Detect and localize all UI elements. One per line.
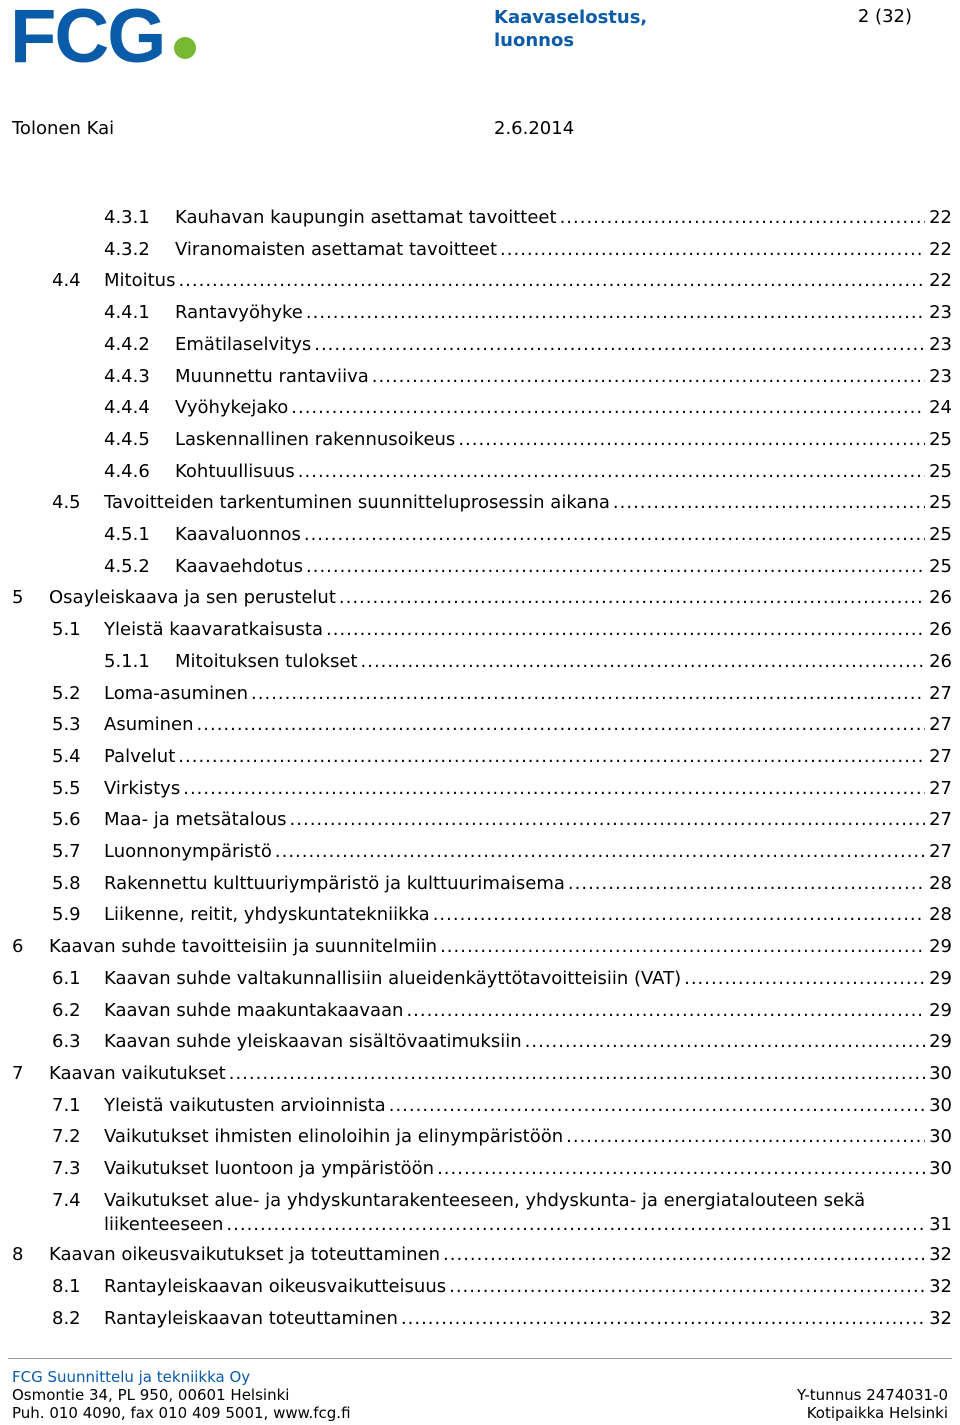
toc-page-number: 30 [929,1062,952,1084]
toc-entry[interactable] [0,967,960,991]
toc-leader-dots [291,396,925,420]
toc-number: 5.1 [52,619,81,641]
toc-page-number: 23 [929,333,952,355]
toc-entry[interactable] [0,618,960,642]
toc-title: Rakennettu kulttuuriympäristö ja kulttuurimaisema [104,872,565,894]
toc-number: 5.1.1 [104,650,150,672]
toc-line [104,1030,952,1054]
toc-line [175,523,952,547]
toc-page-number: 25 [929,460,952,482]
toc-title: Vyöhykejako [175,397,289,419]
toc-number: 5.9 [52,904,81,926]
toc-number: 4.4.6 [104,460,150,482]
toc-leader-dots [389,1094,925,1118]
toc-page-number: 30 [929,1094,952,1116]
toc-entry[interactable] [0,365,960,389]
toc-number: 7.1 [52,1094,81,1116]
toc-leader-dots [613,491,925,515]
toc-title: Rantayleiskaavan toteuttaminen [104,1307,398,1329]
toc-entry[interactable] [0,935,960,959]
toc-leader-dots [433,903,925,927]
toc-leader-dots [458,428,925,452]
toc-line [104,1275,952,1299]
toc-line [104,1125,952,1149]
toc-title: Mitoituksen tulokset [175,650,358,672]
toc-leader-dots [183,777,925,801]
footer-company: FCG Suunnittelu ja tekniikka Oy [12,1368,251,1386]
toc-page-number: 27 [929,682,952,704]
toc-page-number: 26 [929,587,952,609]
toc-number: 5.6 [52,809,81,831]
toc-leader-dots [275,840,925,864]
toc-title: Kohtuullisuus [175,460,295,482]
toc-page-number: 24 [929,397,952,419]
toc-page-number: 22 [929,270,952,292]
toc-line [104,618,952,642]
toc-leader-dots [298,460,925,484]
document-title-line2: luonnos [494,30,575,51]
toc-page-number: 29 [929,967,952,989]
toc-title: Kaavan suhde valtakunnallisiin alueidenkäyttötavoitteisiin (VAT) [104,967,682,989]
toc-number: 4.5 [52,492,81,514]
toc-entry[interactable] [0,555,960,579]
toc-number: 5.7 [52,841,81,862]
toc-page-number: 27 [929,714,952,736]
toc-number: 5.5 [52,777,81,799]
toc-leader-dots [566,1125,925,1149]
document-date: 2.6.2014 [494,118,575,139]
toc-number: 5.3 [52,714,81,736]
toc-line [175,650,952,674]
toc-title: Asuminen [104,714,194,736]
toc-entry[interactable] [0,1157,960,1181]
toc-page-number: 29 [929,999,952,1021]
toc-leader-dots [226,1213,925,1237]
toc-line [175,301,952,325]
toc-line [49,1243,952,1267]
toc-page-number: 25 [929,524,952,545]
page-number: 2 (32) [857,6,912,27]
toc-page-number: 25 [929,428,952,450]
fcg-logo [10,2,200,68]
toc-page-number: 26 [929,619,952,641]
footer-left [12,1368,351,1422]
toc-line [104,745,952,769]
toc-page-number: 29 [929,936,952,958]
toc-page-number: 27 [929,777,952,799]
toc-title: Luonnonympäristö [104,841,272,862]
logo-dot [174,37,196,59]
toc-leader-dots [197,713,926,737]
toc-title: Kaavaehdotus [175,555,303,577]
toc-entry[interactable] [0,999,960,1023]
toc-entry[interactable] [0,301,960,325]
toc-leader-dots [406,999,925,1023]
toc-number: 4.4.3 [104,365,150,387]
toc-entry[interactable] [0,238,960,262]
toc-line [104,1094,952,1118]
toc-number: 7.2 [52,1126,81,1148]
toc-number: 7 [12,1062,24,1084]
toc-page-number: 28 [929,904,952,926]
toc-line [49,1062,952,1086]
toc-leader-dots [306,301,925,325]
toc-page-number: 27 [929,809,952,831]
toc-title: Laskennallinen rakennusoikeus [175,428,456,450]
toc-entry[interactable] [0,1125,960,1149]
toc-number: 4.5.2 [104,555,150,577]
toc-title: Mitoitus [104,270,176,292]
toc-title: Maa- ja metsätalous [104,809,287,831]
toc-title: liikenteeseen [104,1213,224,1235]
toc-leader-dots [304,523,925,547]
toc-leader-dots [568,872,925,896]
toc-title: Kaavan suhde maakuntakaavaan [104,999,404,1021]
toc-title-line1: Vaikutukset alue- ja yhdyskuntarakenteeseen, yhdyskunta- ja energiatalouteen sekä [104,1189,866,1211]
toc-leader-dots [306,555,925,579]
toc-title: Emätilaselvitys [175,333,312,355]
toc-page-number: 32 [929,1244,952,1266]
toc-entry[interactable] [0,1189,960,1237]
toc-title: Vaikutukset luontoon ja ympäristöön [104,1158,435,1179]
toc-title: Kauhavan kaupungin asettamat tavoitteet [175,207,557,228]
toc-page-number: 25 [929,492,952,514]
toc-number: 4.4.2 [104,333,150,355]
footer-address: Osmontie 34, PL 950, 00601 Helsinki [12,1386,290,1404]
toc-line [175,206,952,230]
toc-line [104,967,952,991]
toc-number: 6.2 [52,999,81,1021]
toc-title: Kaavaluonnos [175,524,301,545]
toc-page-number: 23 [929,302,952,324]
toc-line [104,903,952,927]
toc-entry[interactable] [0,808,960,832]
toc-number: 5.2 [52,682,81,704]
toc-page-number: 31 [929,1213,952,1235]
toc-entry[interactable] [0,1275,960,1299]
toc-leader-dots [437,1157,925,1181]
toc-line [104,269,952,293]
toc-title: Rantayleiskaavan oikeusvaikutteisuus [104,1275,447,1297]
toc-page-number: 25 [929,555,952,577]
toc-page-number: 32 [929,1307,952,1329]
toc-entry[interactable] [0,840,960,864]
toc-number: 5.4 [52,745,81,767]
toc-number: 7.3 [52,1158,81,1179]
toc-number: 6 [12,936,24,958]
toc-entry[interactable] [0,1062,960,1086]
toc-title: Viranomaisten asettamat tavoitteet [175,238,498,260]
toc-line [49,935,952,959]
toc-number: 7.4 [52,1189,81,1211]
toc-number: 5 [12,587,24,609]
toc-number: 8 [12,1244,24,1266]
toc-leader-dots [401,1307,925,1331]
toc-title: Muunnettu rantaviiva [175,365,369,387]
toc-title: Kaavan suhde yleiskaavan sisältövaatimuksiin [104,1031,522,1053]
toc-title: Loma-asuminen [104,682,249,704]
toc-line [104,682,952,706]
toc-title: Yleistä vaikutusten arvioinnista [104,1094,386,1116]
toc-line [104,777,952,801]
toc-line [175,333,952,357]
toc-leader-dots [251,682,925,706]
logo-text: FCG [10,2,165,68]
toc-entry[interactable] [0,903,960,927]
toc-leader-dots [500,238,925,262]
footer-divider [8,1358,952,1359]
toc-title: Rantavyöhyke [175,302,303,324]
footer-business-id: Y-tunnus 2474031-0 [796,1386,948,1404]
toc-page-number: 30 [929,1126,952,1148]
toc-entry[interactable] [0,713,960,737]
document-title-line1: Kaavaselostus, [494,7,648,28]
toc-line [175,238,952,262]
toc-leader-dots [178,269,925,293]
toc-entry[interactable] [0,682,960,706]
toc-entry[interactable] [0,523,960,547]
toc-entry[interactable] [0,396,960,420]
toc-number: 5.8 [52,872,81,894]
toc-page-number: 27 [929,841,952,862]
toc-title: Palvelut [104,745,176,767]
toc-number: 4.3.1 [104,207,150,228]
toc-title: Kaavan oikeusvaikutukset ja toteuttaminen [49,1244,441,1266]
toc-entry[interactable] [0,1030,960,1054]
toc-leader-dots [372,365,925,389]
toc-leader-dots [178,745,925,769]
footer-domicile: Kotipaikka Helsinki [806,1404,948,1422]
toc-leader-dots [440,935,925,959]
toc-leader-dots [684,967,925,991]
toc-page-number: 22 [929,207,952,228]
toc-line [104,713,952,737]
toc-line [175,555,952,579]
toc-number: 4.4.5 [104,428,150,450]
toc-title: Vaikutukset ihmisten elinoloihin ja elinympäristöön [104,1126,564,1148]
toc-entry[interactable] [0,269,960,293]
toc-line [104,1157,952,1181]
toc-entry[interactable] [0,1307,960,1331]
toc-leader-dots [326,618,925,642]
toc-line [104,872,952,896]
toc-number: 4.4.4 [104,397,150,419]
toc-entry[interactable] [0,872,960,896]
footer-right [797,1386,948,1422]
toc-line [104,1307,952,1331]
toc-number: 6.3 [52,1031,81,1053]
footer-phone: Puh. 010 4090, fax 010 409 5001, www.fcg.fi [12,1404,351,1422]
toc-page-number: 30 [929,1158,952,1179]
toc-number: 4.5.1 [104,524,150,545]
toc-number: 4.4.1 [104,302,150,324]
toc-line [175,396,952,420]
toc-title: Yleistä kaavaratkaisusta [104,619,323,641]
toc-entry[interactable] [0,745,960,769]
toc-page-number: 27 [929,745,952,767]
toc-page-number: 28 [929,872,952,894]
toc-line [104,808,952,832]
toc-line [104,999,952,1023]
toc-line [104,840,952,864]
toc-leader-dots [525,1030,925,1054]
toc-leader-dots [449,1275,925,1299]
toc-entry[interactable] [0,491,960,515]
toc-number: 8.2 [52,1307,81,1329]
toc-entry[interactable] [0,428,960,452]
toc-page-number: 26 [929,650,952,672]
toc-entry[interactable] [0,460,960,484]
toc-entry[interactable] [0,1243,960,1267]
toc-number: 6.1 [52,967,81,989]
toc-line [175,460,952,484]
document-title [494,6,674,52]
toc-entry[interactable] [0,333,960,357]
author: Tolonen Kai [12,118,115,139]
toc-title: Liikenne, reitit, yhdyskuntatekniikka [104,904,430,926]
toc-leader-dots [560,206,926,230]
toc-line [175,365,952,389]
toc-entry[interactable] [0,650,960,674]
toc-leader-dots [290,808,926,832]
toc-number: 4.3.2 [104,238,150,260]
toc-number: 4.4 [52,270,81,292]
toc-page-number: 23 [929,365,952,387]
toc-entry[interactable] [0,206,960,230]
toc-leader-dots [361,650,926,674]
toc-title: Osayleiskaava ja sen perustelut [49,587,336,609]
toc-line [49,586,952,610]
toc-entry[interactable] [0,777,960,801]
toc-title: Kaavan suhde tavoitteisiin ja suunnitelmiin [49,936,438,958]
toc-entry[interactable] [0,1094,960,1118]
toc-line [175,428,952,452]
toc-page-number: 29 [929,1031,952,1053]
toc-page-number: 32 [929,1275,952,1297]
toc-title: Virkistys [104,777,181,799]
toc-leader-dots [339,586,925,610]
toc-page-number: 22 [929,238,952,260]
toc-title: Kaavan vaikutukset [49,1062,226,1084]
toc-title: Tavoitteiden tarkentuminen suunnitteluprosessin aikana [104,492,610,514]
toc-number: 8.1 [52,1275,81,1297]
toc-line [104,1213,952,1237]
toc-leader-dots [314,333,925,357]
toc-line [104,491,952,515]
toc-leader-dots [443,1243,925,1267]
toc-entry[interactable] [0,586,960,610]
toc-leader-dots [229,1062,925,1086]
